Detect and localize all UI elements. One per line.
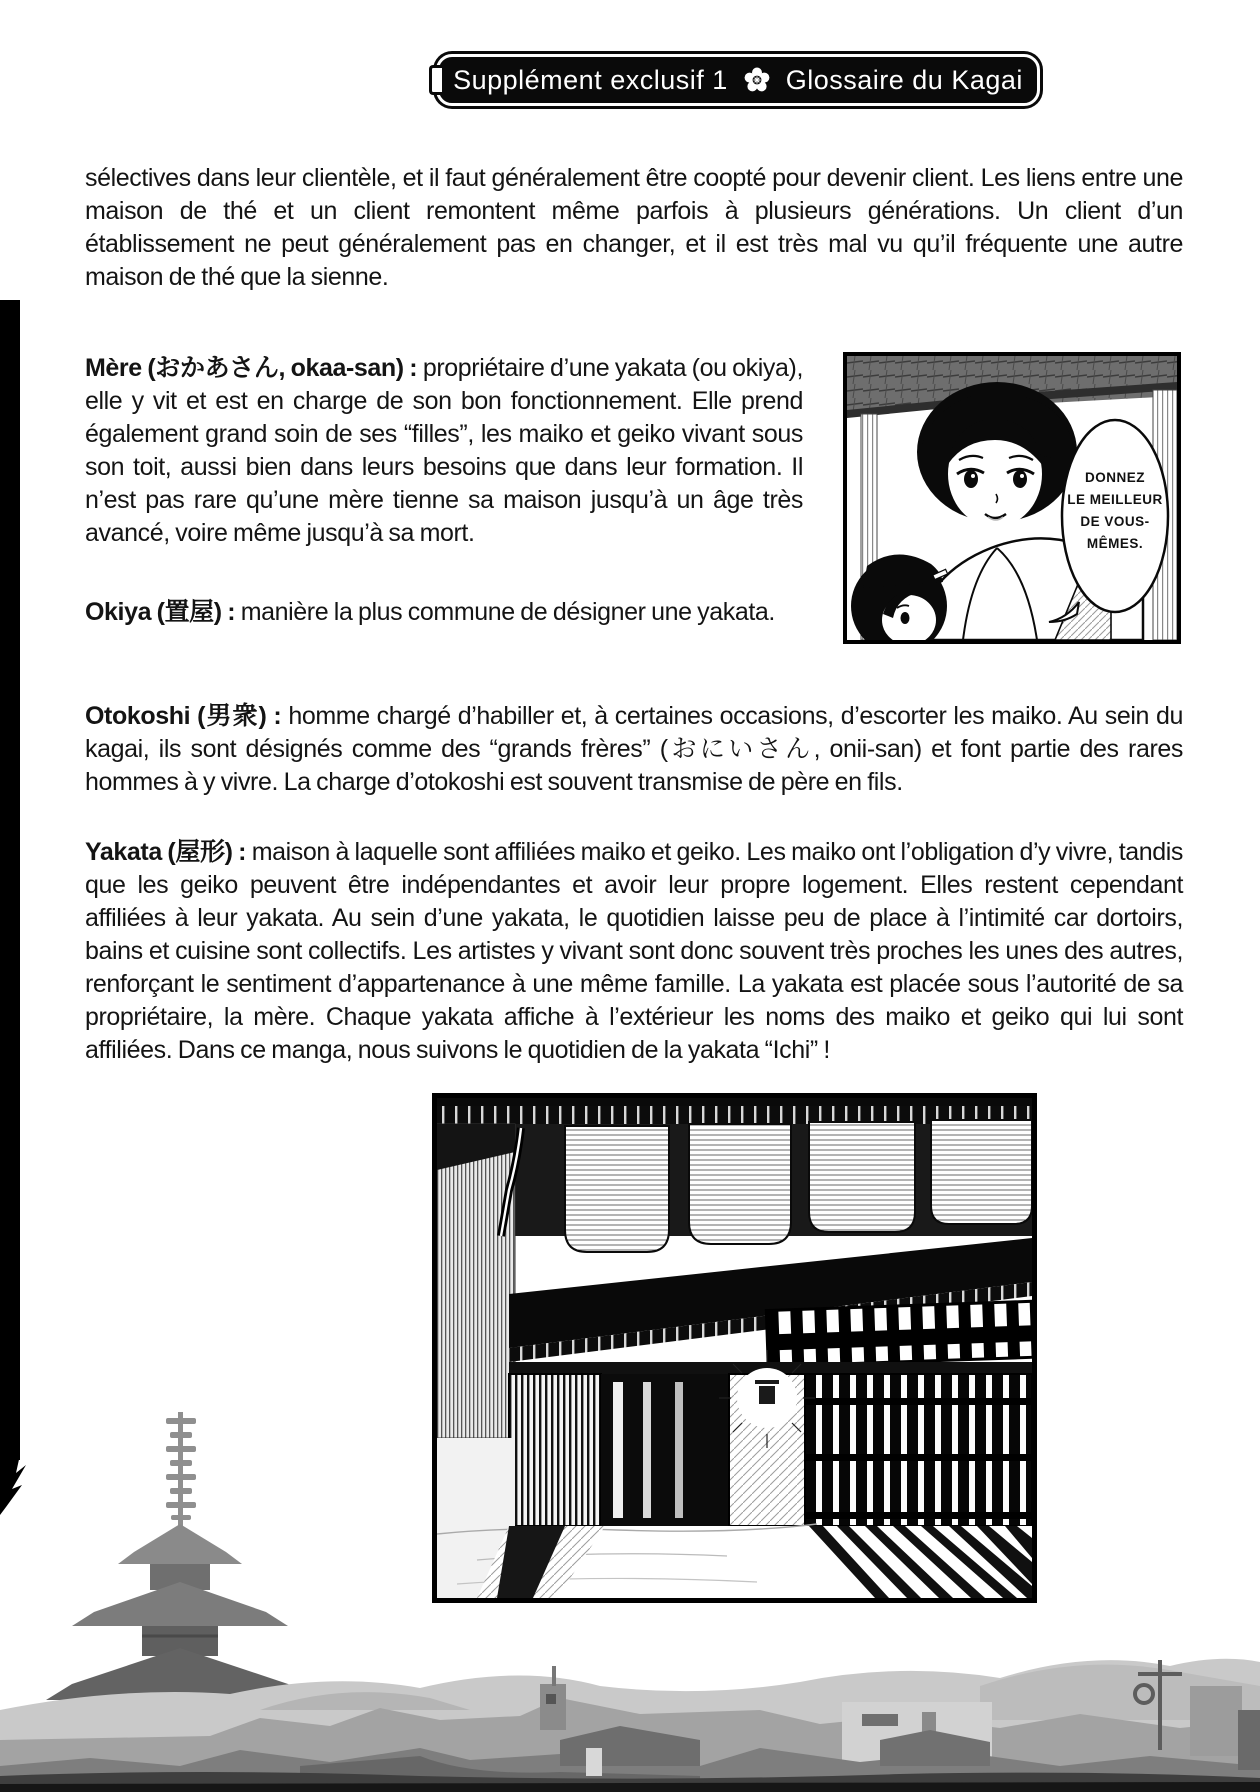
- badge-title-right: Glossaire du Kagai: [785, 64, 1023, 95]
- intro-paragraph: sélectives dans leur clientèle, et il faut généralement être coopté pour devenir client. Les liens entre une maison de thé et un client remontent même parfois à plusieurs générations. Un client d’un établissement ne peut généralement pas en changer, et il est très mal vu qu’il fréquente une autre maison de thé que la sienne.: [85, 164, 1183, 291]
- mother-panel-art: [847, 356, 1177, 640]
- entry-yakata-text: maison à laquelle sont affiliées maiko et geiko. Les maiko ont l’obligation d’y vivre, tandis que les geiko peuvent être indépendantes et avoir leur propre logement. Elles restent cependant affiliées à leur yakata. Au sein d’une yakata, le quotidien laisse peu de place à l’intimité car dortoirs, bains et cuisine sont collectifs. Les artistes y vivant sont donc souvent très proches les unes des autres, renforçant le sentiment d’appartenance à une même famille. La yakata est placée sous l’autorité de sa propriétaire, la mère. Chaque yakata affiche à l’extérieur les noms des maiko et geiko qui lui sont affiliées. Dans ce manga, nous suivons le quotidien de la yakata “Ichi” !: [85, 838, 1184, 1064]
- manga-panel-mother: [843, 352, 1181, 644]
- entry-mere: [85, 352, 803, 550]
- entry-okiya-text: manière la plus commune de désigner une yakata.: [240, 598, 775, 626]
- bubble-line-2: LE MEILLEUR: [1067, 492, 1163, 507]
- bubble-line-4: MÊMES.: [1086, 536, 1144, 551]
- bubble-line-3: DE VOUS-: [1080, 514, 1150, 529]
- badge-title-left: Supplément exclusif 1: [453, 64, 728, 95]
- entry-otokoshi-text: homme chargé d’habiller et, à certaines occasions, d’escorter les maiko. Au sein du kagai, ils sont désignés comme des “grands frères” (おにいさん, onii-san) et font partie des rares hommes à y vivre. La charge d’otokoshi est souvent transmise de père en fils.: [85, 702, 1183, 796]
- left-edge-bar-ragged-end: [0, 1455, 34, 1515]
- entry-yakata: [85, 836, 1183, 1067]
- manga-panel-yakata: [432, 1093, 1037, 1603]
- entry-yakata-term: Yakata (屋形) :: [85, 838, 247, 866]
- entry-okiya: [85, 596, 785, 629]
- left-edge-bar: [0, 300, 20, 1460]
- header-badge: [436, 54, 1040, 106]
- entry-otokoshi-term: Otokoshi (男衆) :: [85, 702, 282, 730]
- yakata-panel-art: [437, 1098, 1032, 1598]
- plum-blossom-icon: [744, 67, 770, 93]
- entry-mere-term: Mère (おかあさん, okaa-san) :: [85, 354, 418, 382]
- entry-mere-text: propriétaire d’une yakata (ou okiya), elle y vit et est en charge de son bon fonctionnement. Elle prend également grand soin de ses “filles”, les maiko et geiko vivant sous son toit, aussi bien dans leurs besoins que dans leur formation. Il n’est pas rare qu’une mère tienne sa maison jusqu’à un âge très avancé, voire même jusqu’à sa mort.: [85, 354, 803, 547]
- entry-otokoshi: [85, 700, 1183, 799]
- city-skyline-illustration: [0, 1590, 1260, 1792]
- entry-okiya-term: Okiya (置屋) :: [85, 598, 236, 626]
- bubble-line-1: DONNEZ: [1085, 470, 1145, 485]
